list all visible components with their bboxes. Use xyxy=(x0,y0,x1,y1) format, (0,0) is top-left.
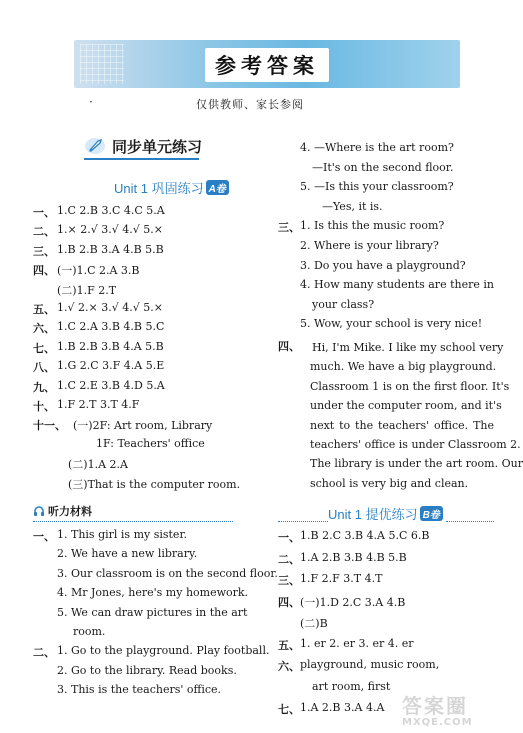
answer-line: 1.C 2.A 3.B 4.B 5.C xyxy=(57,320,165,334)
answer-line: 3. This is the teachers' office. xyxy=(57,683,222,697)
answer-line: 2. We have a new library. xyxy=(57,547,198,561)
answer-line: playground, music room, xyxy=(300,658,440,671)
answer-line: 1.B 2.C 3.B 4.A 5.C 6.B xyxy=(300,529,430,542)
listening-title: 听力材料 xyxy=(48,505,92,518)
answer-line: (一)1.C 2.A 3.B xyxy=(57,264,140,278)
answer-line: 1.B 2.B 3.B 4.A 5.B xyxy=(57,339,164,353)
answer-line: room. xyxy=(73,625,106,638)
answer-line: (二)B xyxy=(300,617,328,630)
rocket-icon xyxy=(84,135,106,157)
watermark-line1: 答案圈 xyxy=(402,694,468,718)
item-number: 五、 xyxy=(278,638,300,652)
answer-line: —It's on the second floor. xyxy=(312,160,454,174)
section-heading xyxy=(84,134,202,158)
answer-line: —Yes, it is. xyxy=(322,199,383,213)
item-number: 四、 xyxy=(278,595,300,609)
answer-line: 1. Is this the music room? xyxy=(300,219,445,233)
item-number: 一、 xyxy=(278,531,300,544)
item-number: 十、 xyxy=(33,400,55,413)
item-number: 一、 xyxy=(33,530,55,543)
answer-line: (二)1.F 2.T xyxy=(57,283,117,297)
item-number: 七、 xyxy=(278,703,300,716)
item-number: 九、 xyxy=(33,380,55,394)
item-number: 六、 xyxy=(33,322,55,336)
answer-line: 5. —Is this your classroom? xyxy=(300,180,454,194)
unit-a-heading xyxy=(114,178,229,197)
listening-heading xyxy=(33,503,92,519)
answer-line: (一)2F: Art room, Library xyxy=(73,419,213,433)
answer-line: 4. How many students are there in xyxy=(300,278,494,292)
item-number: 十一、 xyxy=(33,419,66,433)
answer-line: 1.A 2.B 3.B 4.B 5.B xyxy=(300,550,407,564)
passage-line: much. We have a big playground. xyxy=(310,360,497,374)
watermark-line2: MXQE.COM xyxy=(402,717,473,728)
unit-a-badge: A卷 xyxy=(206,180,229,195)
para-label: 四、 xyxy=(278,340,300,353)
headphones-icon xyxy=(33,505,45,517)
answer-line: 1. Go to the playground. Play football. xyxy=(57,644,270,658)
answer-line: 1. This girl is my sister. xyxy=(57,528,187,541)
page-subtitle: 仅供教师、家长参阅 xyxy=(196,98,304,111)
answer-line: (三)That is the computer room. xyxy=(68,477,241,491)
passage-line: Hi, I'm Mike. I like my school very xyxy=(312,341,504,354)
listening-underline xyxy=(33,521,233,522)
item-number: 二、 xyxy=(33,225,55,239)
page-title: 参考答案 xyxy=(205,48,329,82)
section-underline xyxy=(84,158,199,160)
answer-line: 1.B 2.B 3.A 4.B 5.B xyxy=(57,242,164,256)
item-number: 一、 xyxy=(33,206,55,219)
unit-a-title: Unit 1 巩固练习 xyxy=(114,181,204,196)
answer-line: art room, first xyxy=(312,679,391,693)
item-number: 八、 xyxy=(33,361,55,375)
answer-line: 5. We can draw pictures in the art xyxy=(57,605,248,619)
answer-line: 3. Our classroom is on the second floor. xyxy=(57,566,278,580)
answer-line: 1.C 2.B 3.C 4.C 5.A xyxy=(57,204,165,217)
item-number: 六、 xyxy=(278,660,300,673)
unit-b-badge: B卷 xyxy=(420,506,443,521)
answer-line: 4. Mr Jones, here's my homework. xyxy=(57,586,249,600)
answer-line: (一)1.D 2.C 3.A 4.B xyxy=(300,595,406,609)
item-number: 二、 xyxy=(33,646,55,660)
answer-line: 4. —Where is the art room? xyxy=(300,141,454,154)
answer-line: 2. Go to the library. Read books. xyxy=(57,663,237,677)
answer-line: 5. Wow, your school is very nice! xyxy=(300,317,483,331)
answer-line: 1.G 2.C 3.F 4.A 5.E xyxy=(57,359,165,373)
passage-line: Classroom 1 is on the first floor. It's xyxy=(310,379,510,393)
unit-b-heading xyxy=(328,504,443,523)
item-number: 三、 xyxy=(33,244,55,258)
unit-b-rule-left xyxy=(278,521,328,522)
item-number: 五、 xyxy=(33,303,55,316)
passage-line: next to the teachers' office. The xyxy=(310,418,494,432)
answer-line: (二)1.A 2.A xyxy=(68,458,128,472)
answer-line: 1.C 2.E 3.B 4.D 5.A xyxy=(57,378,165,392)
watermark-logo xyxy=(402,690,497,730)
passage-line: school is very big and clean. xyxy=(310,476,469,490)
item-number: 四、 xyxy=(33,264,55,278)
unit-b-title: Unit 1 提优练习 xyxy=(328,507,418,522)
answer-line: 1. er 2. er 3. er 4. er xyxy=(300,636,414,650)
passage-line: The library is under the art room. Our xyxy=(310,457,523,471)
item-number: 七、 xyxy=(33,341,55,355)
answer-line: 1.A 2.B 3.A 4.A xyxy=(300,701,385,714)
item-number: 三、 xyxy=(278,221,300,235)
answer-line: 2. Where is your library? xyxy=(300,239,439,252)
answer-line: 1.× 2.√ 3.√ 4.√ 5.× xyxy=(57,223,163,237)
answer-line: 1F: Teachers' office xyxy=(96,436,205,450)
passage-line: under the computer room, and it's xyxy=(310,399,502,413)
answer-line: 1.F 2.F 3.T 4.T xyxy=(300,572,383,585)
item-number: 二、 xyxy=(278,552,300,566)
item-number: 三、 xyxy=(278,574,300,587)
answer-line: 1.√ 2.× 3.√ 4.√ 5.× xyxy=(57,301,163,314)
answer-line: your class? xyxy=(312,297,375,311)
bullet-dot: · xyxy=(89,95,93,109)
passage-line: teachers' office is under Classroom 2. xyxy=(310,438,521,451)
unit-b-rule-right xyxy=(446,521,494,522)
section-title: 同步单元练习 xyxy=(112,137,203,156)
answer-line: 1.F 2.T 3.T 4.F xyxy=(57,398,140,411)
answer-line: 3. Do you have a playground? xyxy=(300,258,466,272)
banner-grid-decoration xyxy=(80,44,124,84)
